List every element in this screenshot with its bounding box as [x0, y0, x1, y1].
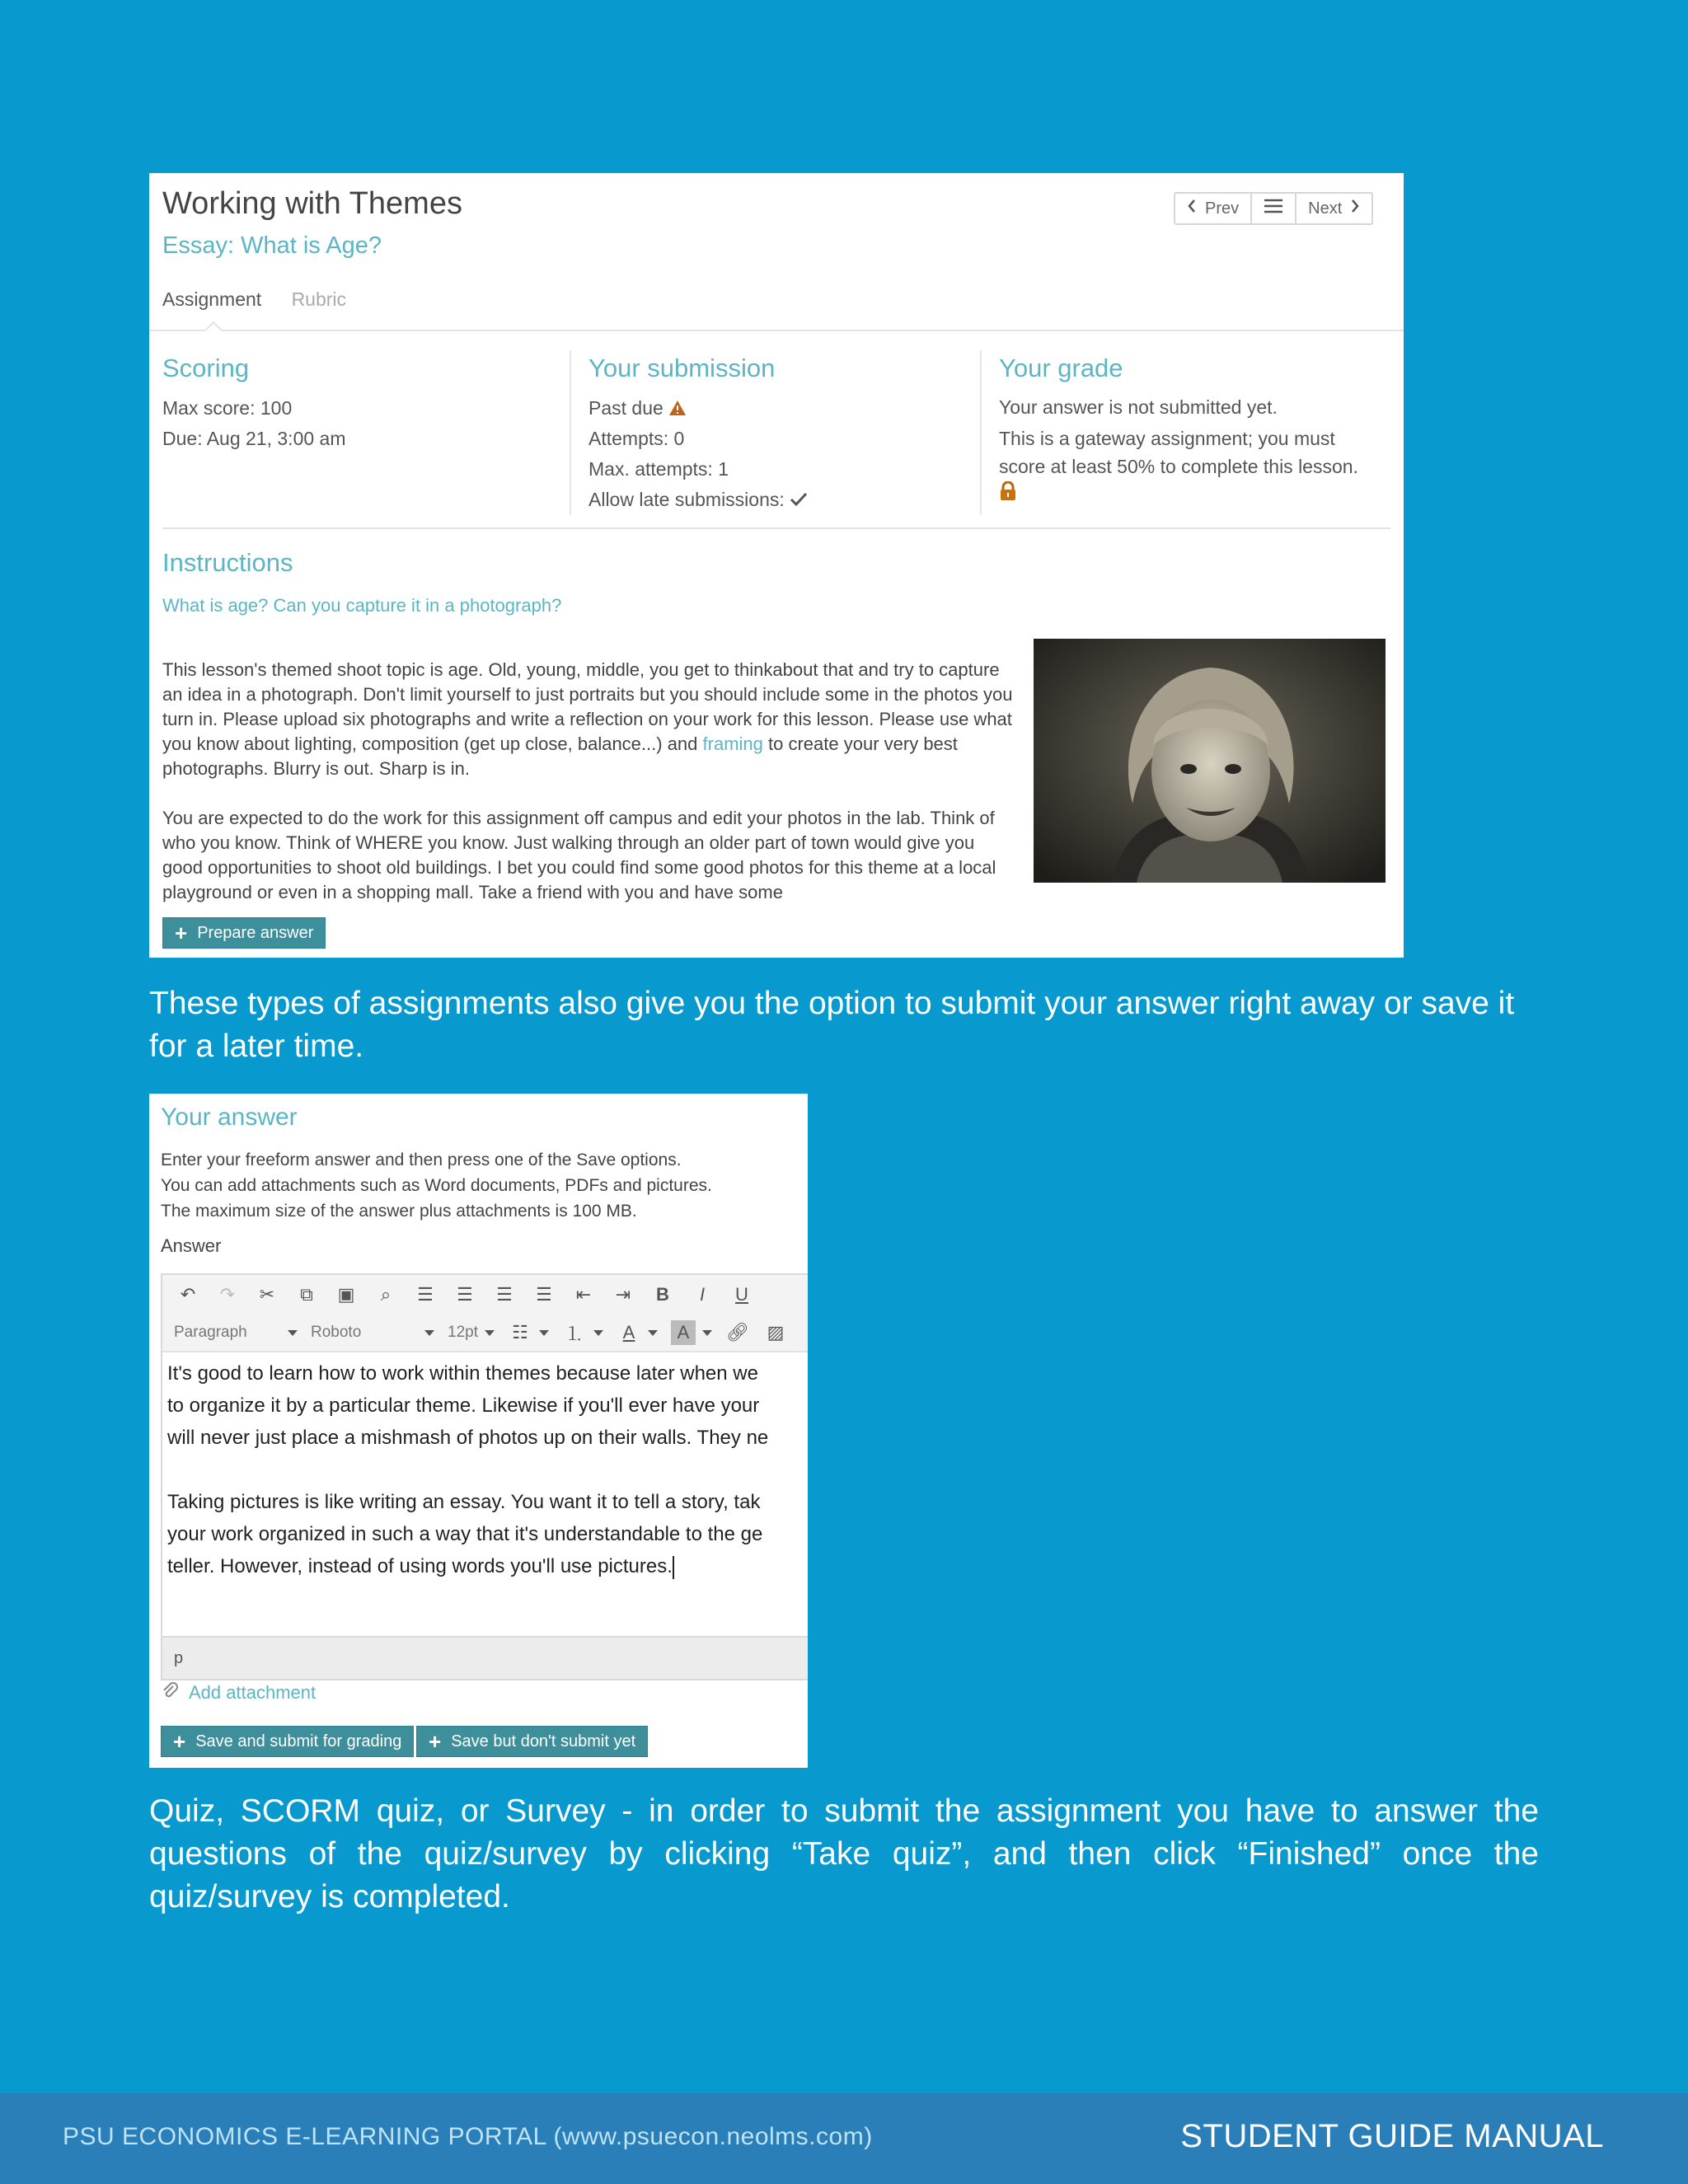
framing-link[interactable]: framing [702, 733, 763, 754]
save-later-label: Save but don't submit yet [451, 1732, 636, 1750]
submission-panel [588, 350, 808, 515]
element-path: p [174, 1648, 184, 1667]
content-line-last [167, 1550, 808, 1582]
numbered-list-button[interactable] [562, 1320, 603, 1345]
undo-icon[interactable]: ↶ [180, 1284, 196, 1305]
tab-divider [149, 330, 1404, 331]
prepare-answer-label: Prepare answer [197, 923, 314, 942]
text-cursor [673, 1556, 674, 1579]
scoring-panel [162, 350, 346, 454]
prepare-answer-button[interactable] [162, 917, 326, 949]
chevron-right-icon [1350, 199, 1360, 218]
content-line-text: teller. However, instead of using words you'll use pictures. [167, 1555, 673, 1577]
caret-down-icon [593, 1330, 603, 1336]
prev-button[interactable] [1175, 194, 1252, 223]
max-attempts: Max. attempts: 1 [588, 458, 729, 480]
section-divider [162, 527, 1390, 529]
page-footer [0, 2093, 1688, 2184]
plus-icon: + [175, 921, 188, 945]
answer-editor-screenshot [149, 1094, 808, 1768]
tab-rubric[interactable]: Rubric [291, 288, 347, 310]
editor-content[interactable] [167, 1357, 808, 1582]
active-tab-indicator [204, 321, 223, 340]
caret-down-icon [485, 1330, 495, 1336]
copy-icon[interactable]: ⧉ [300, 1284, 313, 1305]
past-due-text: Past due [588, 397, 663, 419]
outdent-icon[interactable]: ⇤ [575, 1284, 592, 1305]
align-justify-icon[interactable]: ☰ [536, 1284, 552, 1305]
instructions-body [162, 658, 1020, 913]
save-later-button[interactable] [416, 1726, 648, 1757]
image-icon[interactable]: ▨ [767, 1322, 785, 1343]
content-line: to organize it by a particular theme. Likewise if you'll ever have your [167, 1394, 760, 1417]
caret-down-icon [648, 1330, 658, 1336]
next-label: Next [1308, 199, 1343, 218]
lesson-pager [1174, 192, 1373, 225]
numbered-list-icon: ⒈ [565, 1323, 584, 1344]
scoring-heading: Scoring [162, 354, 250, 382]
editor-toolbar-row-1 [162, 1275, 808, 1315]
plus-icon: + [429, 1729, 442, 1754]
content-line: Taking pictures is like writing an essay. You want it to tell a story, tak [167, 1491, 761, 1513]
save-submit-button[interactable] [161, 1726, 414, 1757]
font-select[interactable] [311, 1324, 434, 1342]
late-submissions-row [588, 485, 808, 515]
text-color-button[interactable] [617, 1320, 658, 1345]
grade-status: Your answer is not submitted yet. [999, 396, 1278, 418]
add-attachment-link[interactable] [161, 1681, 316, 1704]
editor-toolbar-row-2 [162, 1315, 808, 1352]
rich-text-editor [161, 1273, 808, 1680]
bullet-list-button[interactable] [508, 1320, 549, 1345]
answer-help-text [161, 1147, 712, 1224]
format-value: Paragraph [174, 1324, 247, 1341]
checkmark-icon [790, 489, 808, 510]
tab-assignment[interactable]: Assignment [162, 288, 262, 310]
footer-manual-title: STUDENT GUIDE MANUAL [1180, 2118, 1604, 2154]
cut-icon[interactable]: ✂ [259, 1284, 275, 1305]
editor-statusbar [162, 1636, 808, 1679]
lock-icon [999, 480, 1386, 509]
help-line-1: Enter your freeform answer and then press one of the Save options. [161, 1151, 682, 1169]
menu-button[interactable] [1252, 194, 1296, 223]
answer-label: Answer [161, 1235, 222, 1256]
size-select[interactable] [448, 1324, 495, 1342]
due-date: Due: Aug 21, 3:00 am [162, 428, 346, 449]
background-color-button[interactable] [671, 1320, 712, 1345]
paste-icon[interactable]: ▣ [337, 1284, 355, 1305]
caret-down-icon [424, 1330, 434, 1336]
save-submit-label: Save and submit for grading [195, 1732, 402, 1750]
instructions-text-1a: This lesson's themed shoot topic is age. Old, young, middle, you get to thinkabout that and try to capture an idea in a photograph. Don't limit yourself to just portraits but you should include some in the photos you turn in. Please upload six photographs and write a reflection on your work for this lesson. Please use what you know about lighting, composition (get up close, balance...) and [162, 659, 1013, 754]
instructions-paragraph-2: You are expected to do the work for this assignment off campus and edit your photos in the lab. Think of who you know. Think of WHERE you know. Just walking through an older part of town would give you good opportunities to shoot old buildings. I bet you could find some good photos for this theme at a local playground or even in a shopping mall. Take a friend with you and have some [162, 808, 996, 902]
instructions-question: What is age? Can you capture it in a photograph? [162, 595, 562, 616]
grade-panel [999, 350, 1386, 509]
bold-icon[interactable]: B [656, 1284, 669, 1305]
help-line-3: The maximum size of the answer plus attachments is 100 MB. [161, 1202, 637, 1221]
grade-heading: Your grade [999, 354, 1123, 382]
align-right-icon[interactable]: ☰ [496, 1284, 513, 1305]
hamburger-icon [1264, 198, 1283, 219]
next-button[interactable] [1296, 194, 1372, 223]
find-icon[interactable]: ⌕ [380, 1284, 392, 1305]
past-due-row [588, 393, 808, 424]
background-color-icon: A [671, 1320, 696, 1345]
column-divider [980, 350, 982, 515]
submission-heading: Your submission [588, 354, 776, 382]
align-center-icon[interactable]: ☰ [457, 1284, 473, 1305]
caret-down-icon [539, 1330, 549, 1336]
help-line-2: You can add attachments such as Word documents, PDFs and pictures. [161, 1176, 712, 1195]
content-line: will never just place a mishmash of photos up on their walls. They ne [167, 1427, 769, 1449]
size-value: 12pt [448, 1324, 478, 1341]
gateway-note-1: This is a gateway assignment; you must [999, 428, 1335, 449]
align-left-icon[interactable]: ☰ [417, 1284, 434, 1305]
text-color-icon: A [622, 1322, 635, 1343]
max-score: Max score: 100 [162, 397, 293, 419]
instructions-heading: Instructions [162, 548, 293, 577]
add-attachment-label: Add attachment [189, 1682, 316, 1703]
instructions-paragraph-1 [162, 658, 1020, 781]
girl-portrait-photo [1034, 639, 1386, 883]
caret-down-icon [702, 1330, 712, 1336]
chevron-left-icon [1187, 199, 1197, 218]
caret-down-icon [288, 1330, 298, 1336]
intro-paragraph: These types of assignments also give you the option to submit your answer right away or save it for a later time. [149, 986, 1515, 1064]
content-line: your work organized in such a way that it's understandable to the ge [167, 1523, 763, 1545]
footer-portal-name: PSU ECONOMICS E-LEARNING PORTAL (www.psuecon.neolms.com) [63, 2123, 873, 2150]
bullet-list-icon: ☷ [512, 1322, 528, 1343]
assignment-screenshot [149, 173, 1404, 958]
format-select[interactable] [174, 1324, 298, 1342]
font-value: Roboto [311, 1324, 362, 1341]
quiz-paragraph: Quiz, SCORM quiz, or Survey - in order to submit the assignment you have to answer the questions of the quiz/survey by clicking “Take quiz”, and then click “Finished” once the quiz/survey is completed. [149, 1793, 1539, 1915]
content-line: It's good to learn how to work within themes because later when we [167, 1362, 758, 1385]
assignment-title: Essay: What is Age? [162, 232, 382, 259]
lesson-title: Working with Themes [162, 186, 462, 221]
plus-icon: + [173, 1729, 186, 1754]
your-answer-heading: Your answer [161, 1104, 298, 1131]
indent-icon[interactable]: ⇥ [615, 1284, 631, 1305]
redo-icon[interactable]: ↷ [219, 1284, 236, 1305]
assignment-tabs [162, 288, 371, 311]
attempts: Attempts: 0 [588, 428, 685, 449]
column-divider [570, 350, 571, 515]
warning-icon [668, 397, 687, 419]
underline-icon[interactable]: U [735, 1284, 748, 1305]
prev-label: Prev [1205, 199, 1240, 218]
instructions-text-1b: to create your very best photographs. Blurry is out. Sharp is in. [162, 733, 958, 779]
gateway-note-2: score at least 50% to complete this lesson. [999, 456, 1358, 477]
paperclip-icon [161, 1681, 179, 1704]
link-icon[interactable]: 🔗︎ [726, 1322, 749, 1343]
italic-icon[interactable]: I [699, 1284, 706, 1305]
late-submissions-label: Allow late submissions: [588, 489, 785, 510]
